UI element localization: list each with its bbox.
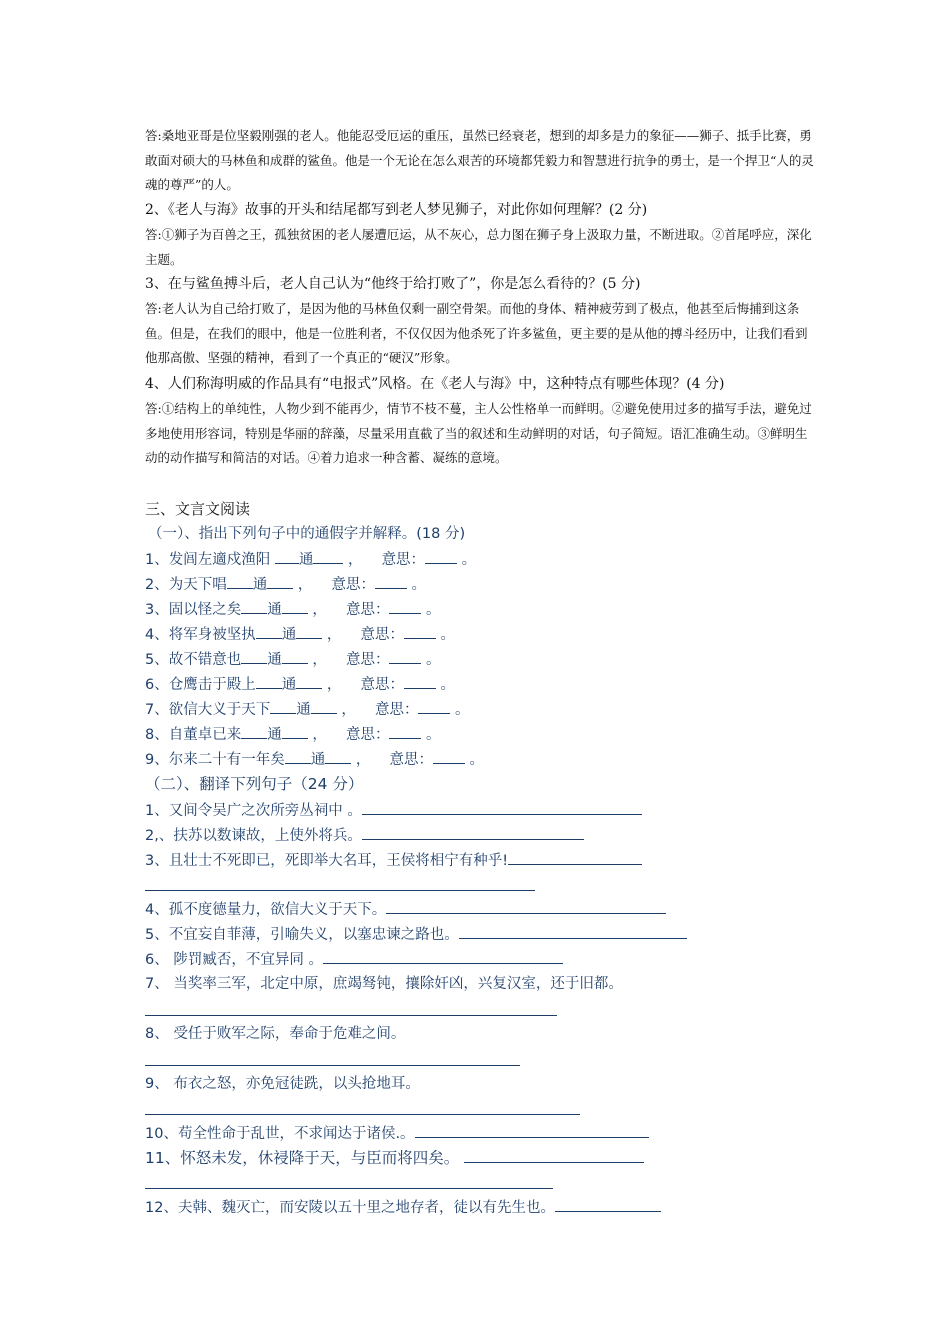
list-item: 8、 受任于败军之际，奉命于危难之间。 [145, 1026, 406, 1042]
item-text: 9、尔来二十有一年矣 [145, 752, 285, 768]
section-3-title: 三、文言文阅读 [145, 500, 251, 518]
item-text: 5、故不错意也 [145, 652, 242, 668]
question-2: 2、《老人与海》故事的开头和结尾都写到老人梦见狮子，对此你如何理解？(2 分) [145, 202, 648, 218]
item-text: 7、欲信大义于天下 [145, 702, 271, 718]
answer-line[interactable] [145, 1015, 557, 1016]
list-item: 1、又间令吴广之次所旁丛祠中 。 [145, 798, 815, 823]
answer-line[interactable] [145, 1114, 580, 1115]
list-item: 1、发闾左適戍渔阳 通 ， 意思： 。 [145, 547, 815, 572]
list-item: 10、苟全性命于乱世，不求闻达于诸侯.。 [145, 1121, 815, 1146]
answer-line[interactable] [145, 1065, 520, 1066]
list-item: 2,、扶苏以数谏故，上使外将兵。 [145, 823, 815, 848]
list-item: 3、且壮士不死即已，死即举大名耳，王侯将相宁有种乎! [145, 848, 815, 873]
subsection-2-title: （二）、翻译下列句子（24 分） [145, 775, 364, 793]
question-4: 4、人们称海明威的作品具有“电报式”风格。在《老人与海》中，这种特点有哪些体现？(4 分) [145, 376, 725, 392]
list-item: 4、孤不度德量力，欲信大义于天下。 [145, 897, 815, 922]
list-item: 4、将军身被坚执 通 ， 意思： 。 [145, 622, 815, 647]
list-item: 12、夫韩、魏灭亡，而安陵以五十里之地存者，徒以有先生也。 [145, 1195, 815, 1220]
list-item: 3、固以怪之矣 通 ， 意思： 。 [145, 597, 815, 622]
item-text: 3、固以怪之矣 [145, 602, 242, 618]
question-3: 3、在与鲨鱼搏斗后，老人自己认为“他终于给打败了”，你是怎么看待的？(5 分) [145, 276, 641, 292]
answer-line[interactable] [145, 890, 535, 891]
item-text: 4、将军身被坚执 [145, 627, 256, 643]
item-text: 6、仓鹰击于殿上 [145, 677, 256, 693]
list-item: 11、怀怒未发，休祲降于天，与臣而将四矣。 [145, 1146, 815, 1170]
item-text: 2、为天下唱 [145, 577, 227, 593]
list-item: 5、不宜妄自菲薄，引喻失义，以塞忠谏之路也。 [145, 922, 815, 947]
list-item: 6、仓鹰击于殿上 通 ， 意思： 。 [145, 672, 815, 697]
list-item: 5、故不错意也 通 ， 意思： 。 [145, 647, 815, 672]
answer-line[interactable] [145, 1188, 553, 1189]
answer-3: 答:老人认为自己给打败了，是因为他的马林鱼仅剩一副空骨架。而他的身体、精神疲劳到了极点，他甚至后悔捕到这条鱼。但是，在我们的眼中，他是一位胜利者，不仅仅因为他杀死了许多鲨鱼，更主要的是从他的搏斗经历中，让我们看到他那高傲、坚强的精神，看到了一个真正的“硬汉”形象。 [145, 301, 808, 365]
item-text: 8、自董卓已来 [145, 727, 242, 743]
list-item: 9、 布衣之怒，亦免冠徒跣，以头抢地耳。 [145, 1076, 420, 1092]
list-item: 7、欲信大义于天下 通 ， 意思： 。 [145, 697, 815, 722]
answer-1: 答:桑地亚哥是位坚毅刚强的老人。他能忍受厄运的重压，虽然已经衰老，想到的却多是力的象征——狮子、抵手比赛，勇敢面对硕大的马林鱼和成群的鲨鱼。他是一个无论在怎么艰苦的环境都凭毅力和智慧进行抗争的勇士，是一个捍卫“人的灵魂的尊严”的人。 [145, 128, 814, 192]
answer-4: 答:①结构上的单纯性，人物少到不能再少，情节不枝不蔓，主人公性格单一而鲜明。②避免使用过多的描写手法，避免过多地使用形容词，特别是华丽的辞藻，尽量采用直截了当的叙述和生动鲜明的对话，句子简短。语汇准确生动。③鲜明生动的动作描写和简洁的对话。④着力追求一种含蓄、凝练的意境。 [145, 401, 812, 465]
list-item: 7、 当奖率三军，北定中原，庶竭驽钝，攘除奸凶，兴复汉室，还于旧都。 [145, 976, 623, 992]
list-item: 6、 陟罚臧否，不宜异同 。 [145, 947, 815, 972]
item-text: 1、发闾左適戍渔阳 [145, 552, 271, 568]
list-item: 2、为天下唱 通 ， 意思： 。 [145, 572, 815, 597]
answer-2: 答:①狮子为百兽之王，孤独贫困的老人屡遭厄运，从不灰心，总力图在狮子身上汲取力量，不断进取。②首尾呼应，深化主题。 [145, 227, 812, 267]
list-item: 9、尔来二十有一年矣 通 ， 意思： 。 [145, 747, 815, 772]
list-item: 8、自董卓已来 通 ， 意思： 。 [145, 722, 815, 747]
subsection-1-title: （一）、指出下列句子中的通假字并解释。(18 分) [148, 526, 466, 542]
